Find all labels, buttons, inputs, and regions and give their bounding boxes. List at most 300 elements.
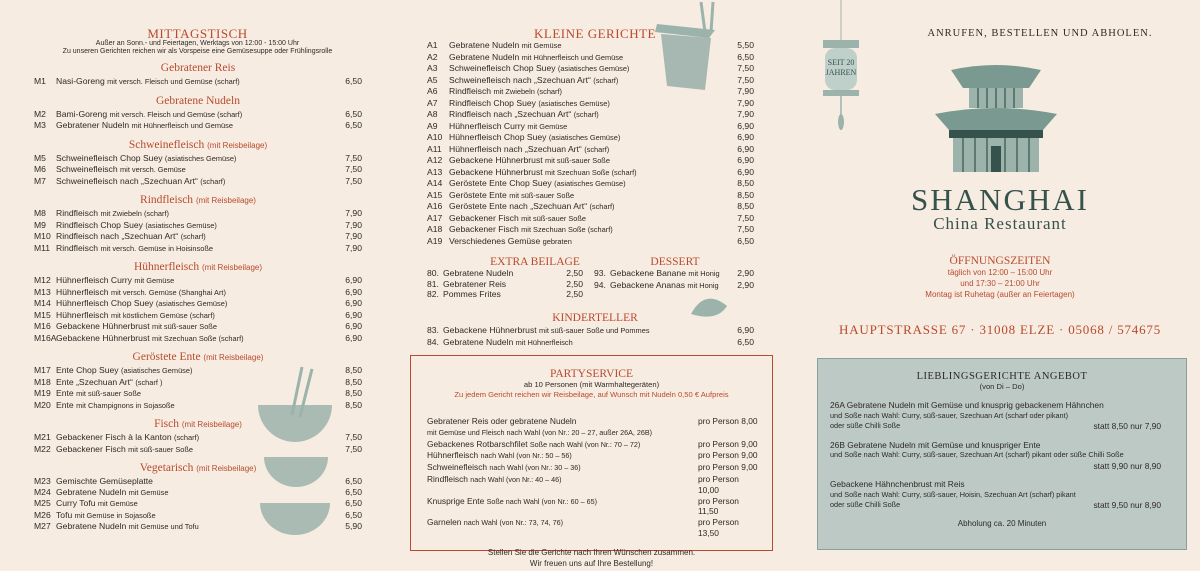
party-item-title: Rindfleisch [427, 473, 468, 484]
angebot-item-name: 26B Gebratene Nudeln mit Gemüse und knuspriger Ente [830, 439, 1041, 450]
menu-item-price: 7,90 [737, 97, 754, 108]
menu-item [427, 63, 754, 75]
menu-item-price: 6,50 [345, 476, 362, 486]
menu-item-description: mit versch. Fleisch und Gemüse (scharf) [107, 77, 240, 86]
menu-item-price: 7,50 [737, 224, 754, 234]
party-item-price: pro Person 9,00 [698, 462, 758, 473]
menu-item [427, 121, 754, 133]
menu-item-description: (asiatisches Gemüse) [548, 133, 621, 142]
angebot-item-description-2: oder süße Chilli Soße [830, 421, 901, 430]
menu-item-code: M23 [34, 476, 51, 486]
menu-item-price: 7,50 [345, 432, 362, 442]
menu-item [427, 201, 754, 213]
menu-item [427, 75, 754, 87]
menu-item-title: Nasi-Goreng [56, 76, 105, 86]
menu-item-code: A18 [427, 224, 443, 234]
menu-item-title: Gebackene Hühnerbrust [56, 321, 150, 331]
menu-item-name [56, 120, 334, 132]
menu-item-code: M13 [34, 286, 51, 297]
party-item-description: mit Gemüse und Fleisch nach Wahl (von Nr.: 20 – 27, außer 26A, 26B) [427, 427, 653, 437]
party-item-name [427, 450, 698, 462]
menu-item-code: A8 [427, 109, 438, 119]
mittagstisch-note-1: Außer an Sonn.- und Feiertagen, Werktags von 12:00 - 15:00 Uhr [95, 40, 300, 47]
menu-item-code: M11 [34, 242, 51, 253]
menu-item-title: Rindfleisch [56, 208, 99, 218]
partyservice-box [410, 355, 773, 568]
menu-item-description: (scharf ) [135, 377, 163, 387]
menu-item-title: Hühnerfleisch Chop Suey [56, 298, 154, 308]
party-item-description: Soße nach Wahl (von Nr.: 60 – 65) [486, 496, 598, 506]
menu-item-name [449, 144, 726, 156]
party-item-price [698, 427, 760, 439]
menu-item-code: A5 [427, 74, 438, 85]
menu-item-description: mit Zwiebeln (scharf) [100, 209, 170, 218]
party-item-price: pro Person 10,00 [698, 473, 739, 495]
section-heading [34, 95, 362, 107]
menu-item-description: (scharf) [589, 202, 615, 211]
party-item-description: nach Wahl (von Nr.: 73, 74, 76) [463, 518, 563, 528]
party-item-title: Knusprige Ente [427, 495, 485, 506]
menu-item-code: M9 [34, 219, 46, 230]
menu-item-description: mit versch. Gemüse in Hoisinsoße [100, 243, 213, 253]
menu-item-price: 7,90 [345, 208, 362, 218]
party-item-name [427, 439, 698, 451]
partyservice-footer-2: Wir freuen uns auf Ihre Bestellung! [529, 558, 654, 568]
menu-item-title: Geröstete Ente [449, 189, 507, 200]
dessert-title: DESSERT [650, 256, 700, 268]
menu-item-price: 6,90 [345, 298, 362, 308]
menu-item-price: 7,50 [345, 152, 362, 163]
menu-item [34, 275, 362, 287]
menu-item-name [56, 333, 334, 345]
menu-item-price: 6,90 [345, 286, 362, 297]
menu-item [34, 120, 362, 132]
menu-item-code: M26 [34, 509, 51, 520]
menu-item-description: (scharf) [573, 110, 599, 119]
menu-item-title: Ente „Szechuan Art“ [56, 376, 133, 387]
menu-item-price: 7,50 [737, 212, 754, 223]
menu-item-title: Gemischte Gemüseplatte [56, 476, 153, 486]
menu-item-code: A14 [427, 178, 443, 188]
angebot-item-price: statt 9,50 nur 8,90 [1093, 500, 1161, 510]
menu-item-name [56, 310, 334, 322]
party-item-name [427, 462, 698, 474]
menu-item-price: 2,50 [566, 278, 583, 289]
menu-item-code: 80. [427, 268, 439, 278]
partyservice-list [427, 416, 760, 539]
party-item-name [427, 416, 698, 427]
menu-item-title: Gebratene Nudeln [443, 336, 514, 347]
menu-item-price: 2,50 [566, 289, 583, 299]
menu-item-code: M5 [34, 152, 46, 163]
menu-item-description: mit Szechuan Soße (scharf) [545, 167, 637, 177]
menu-item-title: Schweinefleisch nach „Szechuan Art“ [449, 74, 591, 85]
menu-item-name [56, 220, 334, 232]
menu-item-description: (scharf) [180, 232, 206, 241]
menu-item-description: (asiatisches Gemüse) [554, 179, 626, 188]
menu-item-price: 7,50 [345, 443, 362, 454]
menu-item [34, 164, 362, 176]
menu-item-description: mit süß-sauer Soße [128, 444, 194, 454]
angebot-list [830, 400, 1161, 511]
menu-item [427, 213, 754, 225]
order-slogan: ANRUFEN, BESTELLEN UND ABHOLEN. [927, 28, 1153, 39]
party-item-description: nach Wahl (von Nr.: 30 – 36) [489, 463, 581, 473]
section-subtitle: (mit Reisbeilage) [195, 196, 256, 205]
menu-item-price: 6,50 [345, 509, 362, 520]
menu-item-name [56, 321, 334, 333]
menu-item-title: Geröstete Ente nach „Szechuan Art“ [449, 201, 588, 211]
menu-item-title: Schweinefleisch Chop Suey [449, 63, 556, 73]
party-item-title: Schweinefleisch [427, 462, 488, 473]
menu-item-title: Gebratene Nudeln [443, 268, 514, 278]
menu-item-code: M7 [34, 175, 46, 186]
partyservice-sub-2: Zu jedem Gericht reichen wir Reisbeilage, auf Wunsch mit Nudeln 0,50 € Aufpreis [454, 390, 729, 399]
menu-item-name [449, 75, 726, 87]
angebot-item-name: Gebackene Hähnchenbrust mit Reis [830, 479, 965, 489]
menu-item-code: M12 [34, 275, 51, 285]
menu-item-code: M3 [34, 120, 46, 130]
menu-item-price: 6,90 [737, 132, 754, 142]
menu-item-code: A7 [427, 97, 438, 108]
menu-item [427, 167, 754, 179]
menu-item-price: 7,90 [345, 219, 362, 230]
menu-item-code: M16 [34, 321, 51, 331]
menu-item-title: Rindfleisch [56, 242, 99, 253]
menu-item-description: mit versch. Gemüse (Shanghai Art) [110, 287, 226, 297]
menu-item-code: M25 [34, 498, 51, 508]
section-title: Rindfleisch [140, 194, 194, 206]
angebot-item-name: 26A Gebratene Nudeln mit Gemüse und knusprig gebackenem Hähnchen [830, 400, 1104, 410]
menu-item-title: Schweinefleisch Chop Suey [56, 152, 163, 163]
menu-item-title: Hühnerfleisch [56, 309, 109, 320]
extra-beilage-list [427, 268, 583, 300]
menu-item-price: 6,50 [345, 498, 362, 508]
menu-item-title: Rindfleisch nach „Szechuan Art“ [56, 231, 179, 241]
menu-item [427, 268, 583, 279]
menu-item [34, 76, 362, 88]
menu-item-title: Hühnerfleisch [56, 286, 109, 297]
pagoda-logo [933, 62, 1059, 174]
menu-item-code: 84. [427, 336, 439, 347]
menu-item-title: Gebackener Fisch à la Kanton [56, 432, 172, 442]
menu-item [594, 268, 754, 280]
hours-line-3: Montag ist Ruhetag (außer an Feiertagen) [925, 290, 1075, 299]
menu-item-price: 8,50 [345, 388, 362, 398]
menu-item [427, 86, 754, 98]
menu-item-title: Gebackene Hühnerbrust [449, 166, 543, 177]
menu-item-price: 6,90 [345, 309, 362, 320]
menu-item-description: mit süß-sauer Soße [545, 156, 610, 165]
section-subtitle: (mit Reisbeilage) [203, 353, 264, 362]
kleine-gerichte-title: KLEINE GERICHTE [534, 26, 656, 41]
menu-item [427, 144, 754, 156]
menu-item-title: Schweinefleisch nach „Szechuan Art“ [56, 175, 198, 186]
section-title: Gebratene Nudeln [156, 94, 240, 107]
partyservice-footer-1: Stellen Sie die Gerichte nach Ihren Wünschen zusammen. [487, 547, 696, 557]
menu-item [427, 178, 754, 190]
menu-item-price: 7,50 [737, 74, 754, 85]
menu-item [427, 190, 754, 202]
menu-item-description: (scharf) [584, 144, 610, 154]
menu-item-price: 5,50 [737, 40, 754, 50]
menu-item-name [449, 63, 726, 75]
angebot-item [830, 479, 1161, 511]
menu-item-title: Gebratene Nudeln [449, 51, 520, 62]
menu-item-price: 6,50 [737, 235, 754, 246]
menu-item-title: Gebratene Nudeln [56, 486, 127, 497]
menu-item-price: 7,50 [345, 175, 362, 186]
menu-item [427, 224, 754, 236]
angebot-footer: Abholung ca. 20 Minuten [957, 518, 1047, 528]
menu-item-price: 2,50 [566, 268, 583, 278]
menu-item-price: 7,50 [345, 164, 362, 174]
menu-item [34, 333, 362, 345]
menu-item-code: M22 [34, 443, 51, 454]
seit-text-1: SEIT 20 [827, 58, 855, 67]
menu-item-description: gebraten [542, 236, 572, 246]
menu-item-name [56, 208, 334, 220]
menu-item-title: Gebackene Hühnerbrust [449, 155, 543, 165]
party-item-title: Garnelen [427, 517, 462, 528]
menu-item-code: M17 [34, 365, 51, 375]
menu-item [427, 289, 583, 300]
menu-item-code: 83. [427, 325, 439, 335]
section-subtitle: (mit Reisbeilage) [207, 140, 268, 150]
menu-item-name [443, 289, 555, 300]
menu-item-price: 6,90 [737, 143, 754, 154]
menu-item-code: M14 [34, 298, 51, 308]
menu-item-title: Verschiedenes Gemüse [449, 235, 541, 246]
menu-item-description: mit Szechuan Soße (scharf) [152, 333, 244, 343]
party-item [427, 439, 760, 451]
menu-item-title: Hühnerfleisch Chop Suey [449, 132, 547, 142]
menu-item-name [56, 176, 334, 188]
menu-item-title: Rindfleisch Chop Suey [56, 219, 143, 230]
menu-item-description: mit Hühnerfleisch [515, 337, 573, 347]
menu-item-description: (asiatisches Gemüse) [155, 299, 228, 308]
menu-item-price: 8,50 [345, 376, 362, 387]
menu-item-description: (scharf) [593, 75, 619, 85]
section-heading [34, 139, 362, 151]
menu-item [34, 208, 362, 220]
section-title: Geröstete Ente [132, 351, 201, 363]
menu-item-name [56, 153, 334, 165]
menu-item-name [610, 268, 726, 280]
menu-item-code: 94. [594, 279, 606, 290]
menu-item-code: A13 [427, 166, 443, 177]
menu-item-price: 2,90 [737, 279, 754, 290]
menu-item-title: Gebackener Fisch [449, 212, 519, 223]
hours-title: ÖFFNUNGSZEITEN [949, 255, 1051, 267]
menu-item-name [449, 224, 726, 236]
menu-item-description: (asiatisches Gemüse) [557, 64, 630, 73]
menu-item-price: 7,90 [737, 86, 754, 96]
menu-item-code: M6 [34, 164, 46, 174]
menu-item [34, 231, 362, 243]
menu-item-name [449, 190, 726, 202]
menu-item-price: 6,90 [737, 120, 754, 131]
menu-item-code: M18 [34, 376, 51, 387]
menu-item-title: Rindfleisch nach „Szechuan Art“ [449, 109, 572, 119]
section-heading [34, 261, 362, 273]
menu-item-name [449, 121, 726, 133]
menu-item-title: Gebackener Fisch [56, 443, 126, 454]
party-item [427, 517, 760, 539]
menu-item-code: 93. [594, 268, 606, 278]
menu-item-code: M15 [34, 309, 51, 320]
section-title: Vegetarisch [139, 462, 194, 474]
menu-item-price: 6,50 [345, 108, 362, 119]
menu-item-name [443, 279, 555, 290]
menu-item-code: A19 [427, 235, 443, 246]
menu-item-name [449, 109, 726, 121]
menu-item-name [449, 201, 726, 213]
hours-line-1: täglich von 12:00 – 15:00 Uhr [947, 268, 1053, 277]
menu-item-code: M2 [34, 108, 46, 119]
party-item [427, 416, 760, 427]
menu-item-code: 81. [427, 278, 439, 289]
menu-item [427, 98, 754, 110]
menu-item-code: A17 [427, 212, 443, 223]
menu-item-description: (asiatisches Gemüse) [164, 153, 237, 163]
menu-item-title: Gebratene Nudeln [56, 521, 127, 531]
menu-item [34, 109, 362, 121]
menu-item-name [56, 298, 334, 310]
menu-item-description: mit Szechuan Soße (scharf) [521, 225, 613, 234]
menu-item-description: mit versch. Gemüse [120, 165, 186, 174]
menu-item-price: 6,90 [737, 166, 754, 177]
menu-item-price: 8,50 [737, 178, 754, 188]
mittagstisch-title: MITTAGSTISCH [147, 26, 248, 41]
menu-item-title: Gebackene Hühnerbrust [56, 332, 150, 343]
angebot-title: LIEBLINGSGERICHTE ANGEBOT [916, 371, 1088, 382]
menu-item-description: (asiatisches Gemüse) [538, 98, 610, 108]
party-item-price: pro Person 8,00 [698, 416, 758, 426]
angebot-item-description-2: oder süße Chilli Soße [830, 500, 901, 509]
menu-item-description: mit Honig [688, 269, 720, 278]
menu-item-price: 8,50 [345, 365, 362, 375]
menu-item-name [449, 52, 726, 64]
menu-item-title: Geröstete Ente Chop Suey [449, 178, 552, 188]
angebot-item-description-1: und Soße nach Wahl: Curry, süß-sauer, Szechuan Art (scharf) pikant oder süße Chilli Soße [830, 450, 1124, 459]
menu-item-description: mit Gemüse [521, 41, 562, 50]
menu-item-title: Rindfleisch [449, 86, 492, 96]
menu-item [34, 176, 362, 188]
menu-item-price: 7,50 [737, 63, 754, 73]
menu-item-title: Gebratene Nudeln [449, 40, 520, 50]
menu-item-code: A2 [427, 51, 438, 62]
menu-item-title: Gebackener Fisch [449, 224, 519, 234]
menu-item-title: Bami-Goreng [56, 108, 108, 119]
menu-item-description: mit Honig [687, 280, 719, 290]
menu-item-code: A12 [427, 155, 443, 165]
menu-item-price: 6,50 [345, 486, 362, 497]
menu-item-code: A1 [427, 40, 438, 50]
section-subtitle: (mit Reisbeilage) [181, 420, 242, 429]
party-item-price: pro Person 13,50 [698, 517, 739, 538]
angebot-item-price-line [830, 500, 1161, 511]
menu-item-code: A9 [427, 120, 438, 131]
party-item-price: pro Person 9,00 [698, 450, 758, 461]
menu-item-name [449, 178, 726, 190]
menu-item-name [56, 287, 334, 299]
menu-item-description: mit Gemüse und Tofu [128, 522, 199, 531]
menu-item-title: Tofu [56, 509, 73, 520]
menu-item-name [449, 98, 726, 110]
section-heading [34, 194, 362, 206]
menu-item-name [56, 76, 334, 88]
menu-item [427, 325, 754, 337]
menu-item-code: M8 [34, 208, 46, 218]
menu-item-name [449, 155, 726, 167]
menu-item-name [56, 275, 334, 287]
partyservice-title: PARTYSERVICE [550, 368, 633, 380]
menu-item-name [449, 132, 726, 144]
party-item-name [427, 517, 698, 539]
menu-item-title: Gebackene Hühnerbrust [443, 325, 537, 335]
party-item-name [427, 496, 698, 518]
extra-beilage-title: EXTRA BEILAGE [490, 256, 580, 268]
menu-item-code: A3 [427, 63, 438, 73]
section-title: Schweinefleisch [128, 138, 205, 151]
menu-item-title: Hühnerfleisch Curry [449, 120, 525, 131]
menu-item-price: 7,90 [345, 242, 362, 253]
partyservice-sub-1: ab 10 Personen (mit Warmhaltegeräten) [523, 380, 660, 389]
angebot-item-price-line [830, 421, 1161, 432]
menu-item-description: mit süß-sauer Soße [152, 322, 217, 331]
section-heading [34, 351, 362, 363]
menu-item [427, 109, 754, 121]
menu-item [34, 321, 362, 333]
menu-item-price: 6,50 [737, 51, 754, 62]
menu-item-code: M1 [34, 76, 46, 86]
angebot-item-price-line [830, 461, 1161, 472]
party-item [427, 450, 760, 462]
section-subtitle: (mit Reisbeilage) [202, 263, 263, 272]
menu-item-description: mit Champignons in Sojasoße [76, 400, 175, 410]
menu-item-description: (scharf) [200, 176, 226, 186]
menu-item-description: (asiatisches Gemüse) [145, 220, 217, 230]
section-title: Gebratener Reis [160, 62, 236, 74]
menu-item-price: 8,50 [345, 399, 362, 410]
hours-line-2: und 17:30 – 21:00 Uhr [960, 279, 1040, 288]
menu-item-title: Hühnerfleisch Curry [56, 275, 132, 285]
menu-item-description: (asiatisches Gemüse) [120, 366, 193, 375]
menu-item [427, 132, 754, 144]
angebot-subtitle: (von Di – Do) [979, 382, 1025, 391]
menu-item-name [449, 213, 726, 225]
menu-item-title: Gebackene Banane [610, 268, 686, 278]
menu-item-price: 6,90 [345, 332, 362, 343]
menu-item-name [443, 337, 726, 349]
menu-item-price: 8,50 [737, 189, 754, 200]
menu-item-description: mit süß-sauer Soße [509, 190, 575, 200]
menu-item-description: mit köstlichem Gemüse (scharf) [110, 310, 215, 320]
menu-item [427, 155, 754, 167]
menu-item-name [56, 164, 334, 176]
menu-item [34, 287, 362, 299]
menu-item-price: 6,90 [737, 325, 754, 335]
menu-item-description: (scharf) [174, 433, 200, 442]
bowls-illustration [250, 365, 340, 560]
menu-item-description: mit Hühnerfleisch und Gemüse [521, 52, 624, 62]
menu-item-price: 2,90 [737, 268, 754, 278]
menu-item-code: M19 [34, 388, 51, 398]
menu-item-name [56, 231, 334, 243]
menu-item-title: Ente [56, 388, 74, 398]
menu-item-title: Hühnerfleisch nach „Szechuan Art“ [449, 143, 582, 154]
